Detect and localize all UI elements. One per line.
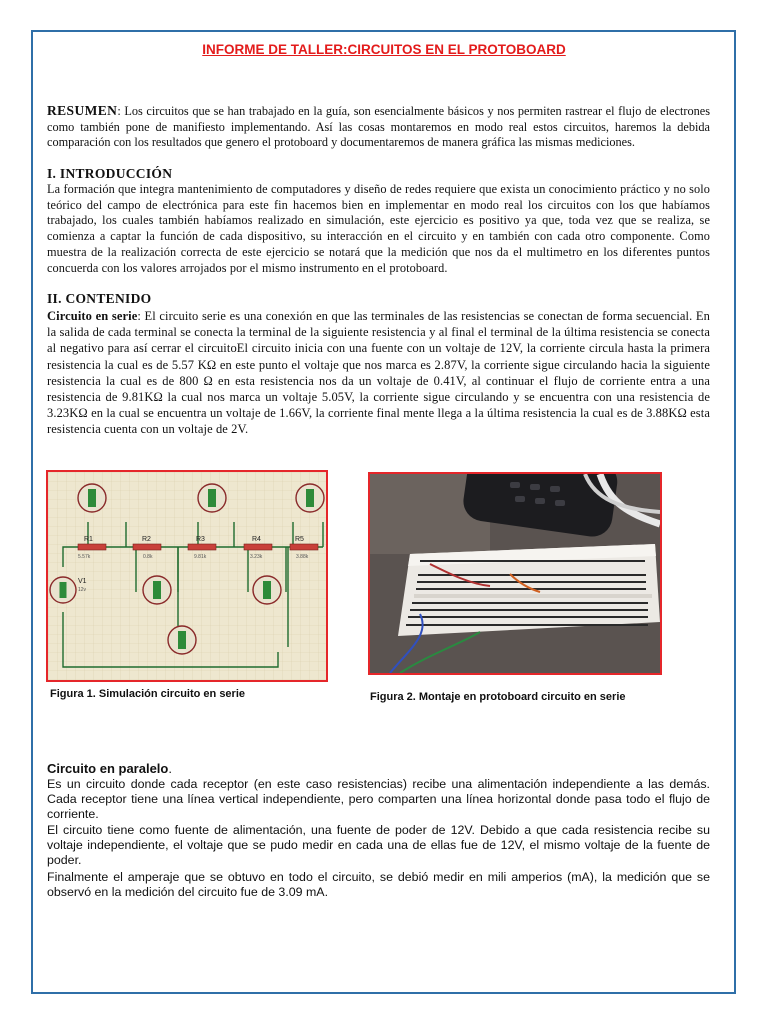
figure-1-caption: Figura 1. Simulación circuito en serie — [50, 688, 246, 700]
source-name: V1 — [78, 578, 87, 585]
r5-label: R5 — [295, 536, 304, 543]
r2-value: 0.8k — [143, 554, 153, 560]
introduccion-text: La formación que integra mantenimiento de computadores y diseño de redes requiere que exista un conocimiento práctico y no solo teórico del campo de electrónica para este fin hacemos bien en implementar en modo real los circuitos con los que habíamos trabajado, los cuales también habíamos realizado en simulación, este ejercicio es positivo ya que, toda vez que se realiza, se comienza a captar la función de cada dispositivo, su interacción en el circuito y en también con cada otro componente. Como muestra de la realización correcta de este ejercicio se notará que la medición que nos da el multimetro en los diferentes puntos concuerda con los valores arrojados por el mismo instrumento en el protoboard. — [47, 182, 710, 275]
paralelo-paragraph-2: El circuito tiene como fuente de alimentación, una fuente de poder de 12V. Debido a que cada resistencia recibe su voltaje independiente, el voltaje que se pudo medir en cada una de ellas fue de 12V, el mismo voltaje de la fuente de poder. — [47, 823, 710, 868]
protoboard-photo — [370, 474, 660, 673]
resumen-text: : Los circuitos que se han trabajado en la guía, son esencialmente básicos y nos permiten rastrear el flujo de electrones como también pone de manifiesto implementando. Así las cosas montaremos en modo real estos circuitos, haremos la debida comparación con los resultados que genero el protoboard y documentaremos de manera gráfica las mismas mediciones. — [47, 104, 710, 150]
resumen-label: RESUMEN — [47, 103, 118, 118]
paralelo-paragraph-1: Es un circuito donde cada receptor (en este caso resistencias) recibe una alimentación independiente a las demás. Cada receptor tiene una línea vertical independiente, pero comparten una línea horizontal donde pasa todo el flujo de corriente. — [47, 777, 710, 822]
introduccion-heading: I. INTRODUCCIÓN — [47, 166, 173, 181]
r2-label: R2 — [142, 536, 151, 543]
serie-paragraph — [47, 308, 710, 438]
protoboard-image — [398, 544, 660, 636]
paralelo-heading — [47, 761, 172, 776]
paralelo-paragraph-3: Finalmente el amperaje que se obtuvo en todo el circuito, se debió medir en mili amperios (mA), la medición que se observó en la medición del circuito fue de 3.09 mA. — [47, 870, 710, 900]
r5-value: 3.88k — [296, 554, 309, 560]
r1-label: R1 — [84, 536, 93, 543]
voltage-source — [50, 577, 76, 603]
r1-value: 5.57k — [78, 554, 91, 560]
schematic-drawing — [48, 472, 326, 680]
serie-text: : El circuito serie es una conexión en que las terminales de las resistencias se conectan de forma secuencial. En la salida de cada terminal se conecta la terminal de la siguiente resistencia y al final el terminal de la última resistencia se conecta al negativo para así cerrar el circuitoEl circuito inicia con una fuente con un voltaje de 12V, la corriente circula hasta la primera resistencia la cual es de 5.57 KΩ en este punto el voltaje que nos marca es 2.87V, la corriente sigue circulando hacia la siguiente resistencia la cual es de 800 Ω en esta resistencia nos da un voltaje de 0.41V, al continuar el flujo de corriente entra a una resistencia de 9.81KΩ la cual nos marca un voltaje 5.05V, la corriente sigue circulando y se encuentra con una resistencia de 3.23KΩ en la cual se encuentra un voltaje de 1.66V, la corriente final mente llega a la última resistencia la cual es de 3.88KΩ esta resistencia cuenta con un voltaje de 2V. — [47, 309, 710, 437]
figure-1-schematic — [46, 470, 328, 682]
r4-label: R4 — [252, 536, 261, 543]
resumen-paragraph — [47, 103, 710, 151]
contenido-heading: II. CONTENIDO — [47, 291, 152, 306]
paralelo-heading-suffix: . — [168, 761, 172, 776]
r3-value: 9.81k — [194, 554, 207, 560]
source-value: 12v — [78, 587, 87, 593]
figure-2-caption: Figura 2. Montaje en protoboard circuito en serie — [370, 691, 626, 703]
r3-label: R3 — [196, 536, 205, 543]
document-title: INFORME DE TALLER:CIRCUITOS EN EL PROTOBOARD — [202, 42, 566, 57]
paralelo-heading-text: Circuito en paralelo — [47, 761, 169, 776]
figure-2-photo — [368, 472, 662, 675]
r4-value: 3.23k — [250, 554, 263, 560]
serie-label: Circuito en serie — [47, 309, 138, 323]
